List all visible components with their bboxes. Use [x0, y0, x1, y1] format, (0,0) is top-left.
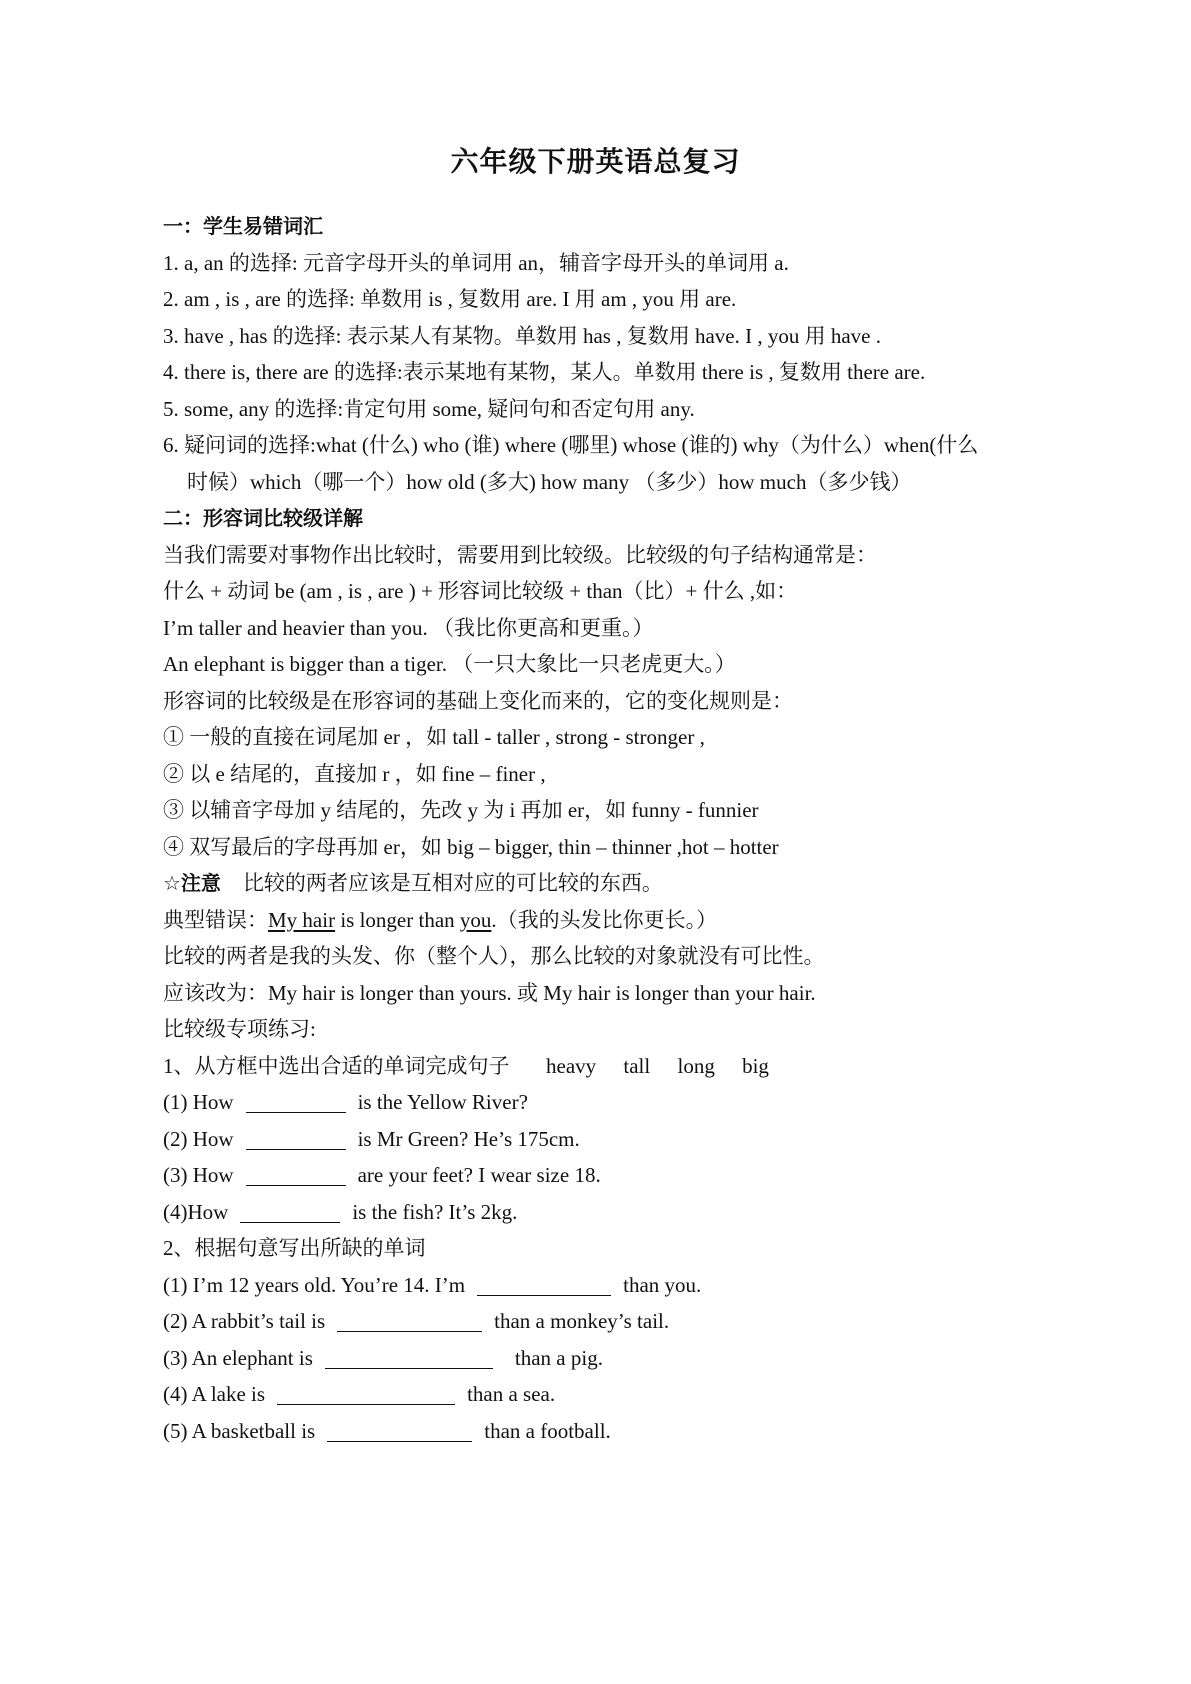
- question-suffix: than a monkey’s tail.: [494, 1309, 670, 1333]
- typical-error-label: 典型错误：: [163, 907, 268, 932]
- question-suffix: is Mr Green? He’s 175cm.: [357, 1126, 580, 1151]
- exercise2-instruction: 2、根据句意写出所缺的单词: [163, 1236, 426, 1260]
- rule-4: ④ 双写最后的字母再加 er，如 big – bigger, thin – thinner ,hot – hotter: [163, 834, 779, 859]
- exercise2-question: [163, 1413, 1143, 1450]
- rule-1: ① 一般的直接在词尾加 er ，如 tall - taller , strong - stronger ,: [163, 725, 705, 749]
- question-prefix: (3) An elephant is: [163, 1345, 313, 1370]
- error-explanation: 比较的两者是我的头发、你（整个人），那么比较的对象就没有可比性。: [163, 944, 825, 968]
- question-suffix: than a pig.: [514, 1345, 603, 1370]
- note-line: [163, 865, 1143, 902]
- vocab-item-6: 6. 疑问词的选择:what (什么) who (谁) where (哪里) whose (谁的) why（为什么）when(什么: [163, 433, 979, 457]
- question-suffix: than you.: [623, 1272, 702, 1297]
- page-title: 六年级下册英语总复习: [450, 145, 741, 178]
- answer-blank[interactable]: [327, 1419, 472, 1442]
- typical-error-translation: .（我的头发比你更长。）: [491, 907, 718, 932]
- word-box-word: long: [677, 1053, 715, 1078]
- exercise1-question: [163, 1194, 1143, 1231]
- rule-3: ③ 以辅音字母加 y 结尾的，先改 y 为 i 再加 er，如 funny - funnier: [163, 798, 759, 822]
- question-suffix: is the fish? It’s 2kg.: [352, 1199, 518, 1224]
- answer-blank[interactable]: [246, 1163, 346, 1186]
- rule-2: ② 以 e 结尾的，直接加 r ，如 fine – finer ,: [163, 761, 546, 786]
- correction-line: 应该改为：My hair is longer than yours. 或 My hair is longer than your hair.: [163, 980, 816, 1005]
- answer-blank[interactable]: [337, 1309, 482, 1332]
- question-suffix: than a football.: [484, 1418, 611, 1443]
- question-prefix: (1) I’m 12 years old. You’re 14. I’m: [163, 1272, 466, 1297]
- document-body: [163, 208, 1143, 1449]
- note-label: ☆注意: [163, 871, 221, 895]
- word-box-word: big: [742, 1053, 769, 1078]
- vocab-item-6-continued: 时候）which（哪一个）how old (多大) how many （多少）how much（多少钱）: [187, 469, 912, 494]
- example-sentence-1: I’m taller and heavier than you. （我比你更高和更重。）: [163, 615, 654, 640]
- vocab-item-5: 5. some, any 的选择:肯定句用 some, 疑问句和否定句用 any.: [163, 396, 695, 421]
- answer-blank[interactable]: [477, 1273, 611, 1296]
- exercise1-question: [163, 1084, 1143, 1121]
- question-prefix: (4)How: [163, 1199, 229, 1224]
- question-suffix: than a sea.: [467, 1382, 556, 1406]
- vocab-item-2: 2. am , is , are 的选择: 单数用 is , 复数用 are. I 用 am , you 用 are.: [163, 287, 737, 311]
- exercise2-question: [163, 1303, 1143, 1340]
- word-box-word: tall: [623, 1053, 651, 1078]
- answer-blank[interactable]: [246, 1127, 346, 1150]
- exercise2-question: [163, 1376, 1143, 1413]
- vocab-item-4: 4. there is, there are 的选择:表示某地有某物，某人。单数用 there is , 复数用 there are.: [163, 360, 926, 384]
- comparative-intro: 当我们需要对事物作出比较时，需要用到比较级。比较级的句子结构通常是：: [163, 542, 877, 567]
- typical-error-text: is longer than: [335, 907, 460, 932]
- typical-error-line: [163, 902, 1143, 939]
- answer-blank[interactable]: [246, 1090, 346, 1113]
- practice-heading: 比较级专项练习:: [163, 1017, 316, 1041]
- rules-intro: 形容词的比较级是在形容词的基础上变化而来的，它的变化规则是：: [163, 688, 793, 713]
- question-prefix: (2) How: [163, 1126, 234, 1151]
- answer-blank[interactable]: [325, 1346, 493, 1369]
- word-box-word: heavy: [546, 1053, 597, 1078]
- sentence-structure: 什么 + 动词 be (am , is , are ) + 形容词比较级 + than（比）+ 什么 ,如：: [163, 579, 798, 603]
- underlined-my-hair: My hair: [268, 907, 336, 932]
- question-suffix: is the Yellow River?: [357, 1090, 528, 1114]
- note-text: 比较的两者应该是互相对应的可比较的东西。: [242, 871, 663, 895]
- example-sentence-2: An elephant is bigger than a tiger. （一只大象比一只老虎更大。）: [163, 652, 736, 676]
- answer-blank[interactable]: [277, 1382, 455, 1405]
- question-prefix: (3) How: [163, 1163, 234, 1187]
- question-prefix: (2) A rabbit’s tail is: [163, 1309, 326, 1333]
- vocab-item-3: 3. have , has 的选择: 表示某人有某物。单数用 has , 复数用 have. I , you 用 have .: [163, 323, 881, 348]
- exercise1-question: [163, 1157, 1143, 1194]
- vocab-item-1: 1. a, an 的选择: 元音字母开头的单词用 an，辅音字母开头的单词用 a.: [163, 250, 789, 275]
- exercise2-question: [163, 1267, 1143, 1304]
- question-prefix: (1) How: [163, 1090, 234, 1114]
- answer-blank[interactable]: [240, 1200, 340, 1223]
- exercise2-question: [163, 1340, 1143, 1377]
- section-heading-comparatives: 二：形容词比较级详解: [163, 506, 363, 530]
- question-prefix: (4) A lake is: [163, 1382, 266, 1406]
- exercise1-instruction: 1、从方框中选出合适的单词完成句子: [163, 1053, 510, 1078]
- section-heading-vocabulary: 一：学生易错词汇: [163, 214, 323, 238]
- question-prefix: (5) A basketball is: [163, 1418, 316, 1443]
- exercise1-instruction-line: [163, 1048, 1143, 1085]
- exercise1-question: [163, 1121, 1143, 1158]
- underlined-you: you: [459, 907, 492, 932]
- question-suffix: are your feet? I wear size 18.: [357, 1163, 601, 1187]
